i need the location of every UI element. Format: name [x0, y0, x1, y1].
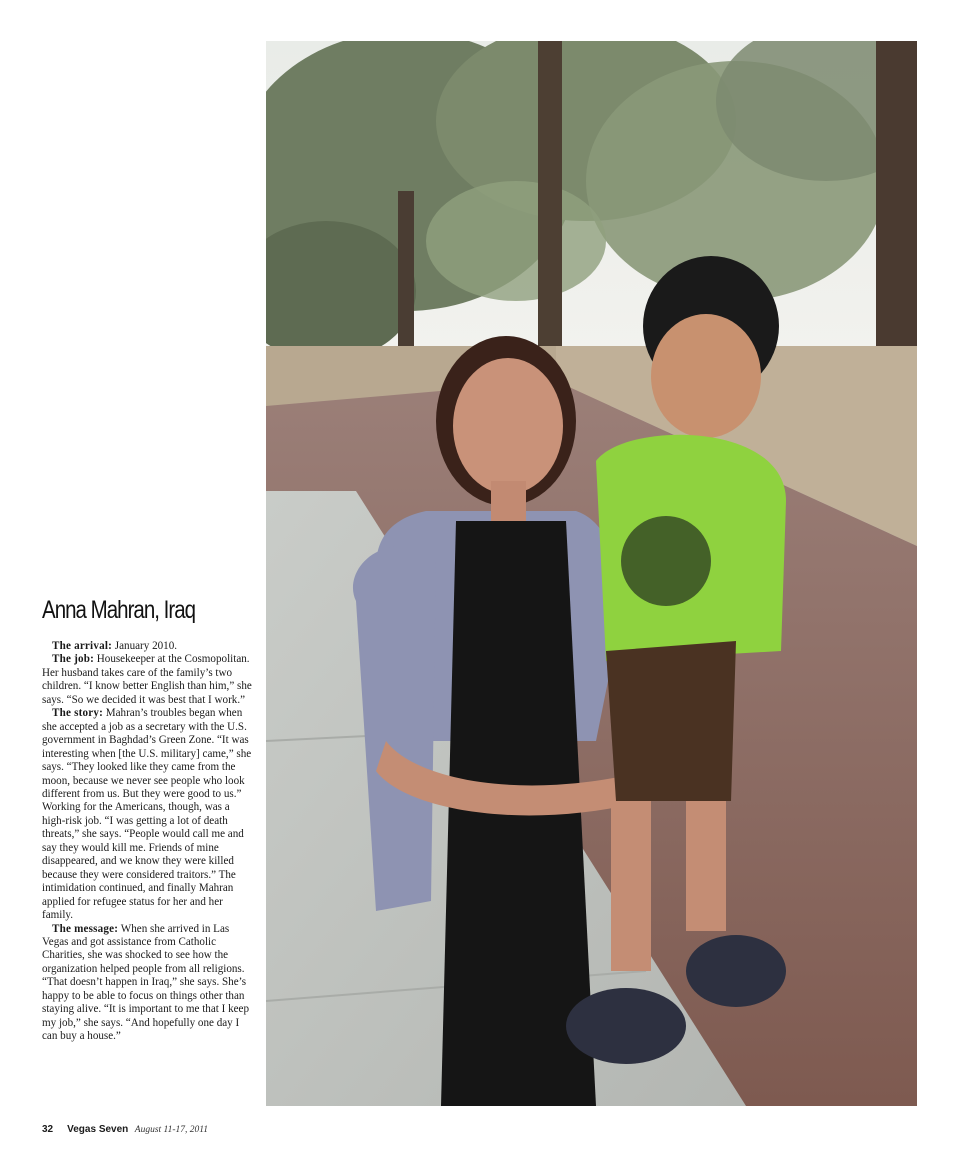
job-label: The job: — [52, 653, 94, 666]
paragraph-message — [42, 923, 252, 1044]
article-headline: Anna Mahran, Iraq — [42, 596, 196, 624]
magazine-name: Vegas Seven — [67, 1124, 129, 1135]
paragraph-arrival — [42, 640, 252, 653]
article-column — [42, 596, 252, 1044]
arrival-text: January 2010. — [112, 640, 178, 652]
arrival-label: The arrival: — [52, 640, 113, 652]
page-footer — [42, 1124, 208, 1135]
message-label: The message: — [52, 922, 119, 935]
paragraph-story — [42, 707, 252, 922]
paragraph-job — [42, 653, 252, 707]
story-label: The story: — [52, 707, 103, 720]
job-text: Housekeeper at the Cosmopolitan. Her husband takes care of the family’s two children. “I know better English than him,” she says. “So we decided it was best that I work.” — [42, 653, 252, 706]
story-text: Mahran’s troubles began when she accepted a job as a secretary with the U.S. government in Baghdad’s Green Zone. “It was interesting when [the U.S. military] came,” she says. “They looked like they came from the moon, because we never see people who look different from us. But they were good to us.” Working for the Americans, though, was a high-risk job. “I was getting a lot of death threats,” she says. “People would call me and say they would kill me. Friends of mine disappeared, and we know they were killed because they were considered traitors.” The intimidation continued, and finally Mahran applied for refugee status for her and her family. — [42, 707, 252, 922]
portrait-photo — [266, 41, 917, 1106]
article-body — [42, 640, 252, 1044]
message-text: When she arrived in Las Vegas and got assistance from Catholic Charities, she was shocked to see how the organization helped people from all religions. “That doesn’t happen in Iraq,” she says. She’s happy to be able to focus on things other than staying alive. “It is important to me that I keep my job,” she says. “And hopefully one day I can buy a house.” — [42, 922, 250, 1043]
issue-date: August 11-17, 2011 — [134, 1125, 209, 1135]
page-number: 32 — [42, 1124, 54, 1135]
